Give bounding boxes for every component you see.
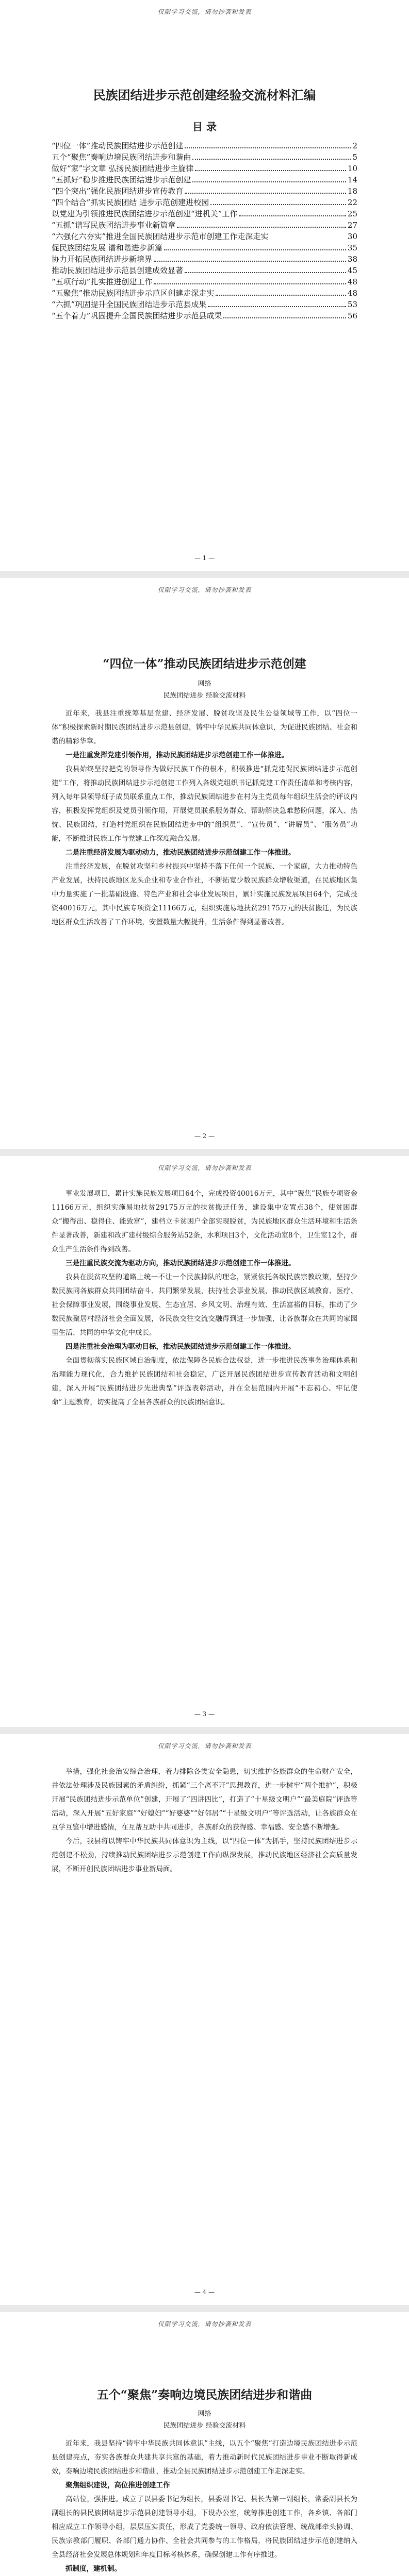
article-source: 网络 <box>198 2410 211 2418</box>
page-header: 仅限学习交流，请勿抄袭和发表 <box>157 586 252 594</box>
toc-item[interactable]: 推动民族团结进步示范县创建成效显著 45 <box>52 266 357 275</box>
toc-item[interactable]: “四位一体”推动民族团结进步示范创建 2 <box>52 141 357 150</box>
toc-item[interactable]: “四个结合”抓实民族团结 进步示范创建进校园 22 <box>52 198 357 207</box>
document-page <box>0 0 409 571</box>
toc-heading: 目 录 <box>192 121 217 133</box>
toc-item[interactable]: “五聚焦”推动民族团结进步示范区创建走深走实 48 <box>52 289 357 298</box>
toc-item[interactable]: 做好“家”字文章 弘扬民族团结进步主旋律 10 <box>52 164 357 173</box>
paragraph: 今后，我县将以铸牢中华民族共同体意识为主线，以“四位一体”为抓手，坚持民族团结进步示范创建不松劲，持续推动民族团结进步示范创建工作向纵深发展，推动民族地区经济社会高质量发展，不断开创民族团结进步事业新局面。 <box>52 1837 357 1873</box>
page-separator <box>0 2305 409 2312</box>
paragraph: 注重经济发展，在脱贫攻坚和乡村振兴中坚持不落下任何一个民族、一个家庭，大力推动特色产业发展，扶持民族地区龙头企业和专业合作社，不断拓宽少数民族群众增收渠道，在民族地区集中力量实施了一批基础设施、特色产业和社会事业发展项目，累计实施民族发展项目64个，完成投资40016万元，其中民族专项资金11166万元，组织实施易地扶贫29175万元的扶贫搬迁，为民族地区群众生活改善了工作环境，安置数量大幅提升，生活条件得到显著改善。 <box>52 862 357 926</box>
paragraph: 全面贯彻落实民族区域自治制度，依法保障各民族合法权益，进一步推进民族事务治理体系和治理能力现代化，合力维护民族团结和社会稳定，广泛开展民族团结进步宣传教育活动和文明创建，深入开展“民族团结进步先进典型”评选表彰活动，并在全县范围内开展“不忘初心、牢记使命”主题教育，切实提高了全县各族群众的民族团结意识。 <box>52 1357 357 1406</box>
page-separator <box>0 1149 409 1156</box>
section-heading: 一是注重发挥党建引领作用，推动民族团结进步示范创建工作一体推进。 <box>66 751 288 759</box>
article-source: 网络 <box>198 680 211 688</box>
toc-item[interactable]: “五项行动”扎实推进创建工作 48 <box>52 277 357 286</box>
section-heading: 四是注重社会治理为驱动目标，推动民族团结进步示范创建工作一体推进。 <box>66 1343 296 1351</box>
page-footer: — 1 — <box>194 554 215 562</box>
article-body <box>52 1187 357 1410</box>
document-page <box>0 1156 409 1727</box>
toc-item[interactable]: “五抓”谱写民族团结进步事业新篇章 27 <box>52 221 357 230</box>
page-separator <box>0 571 409 578</box>
document-page <box>0 2312 409 2576</box>
page-header: 仅限学习交流，请勿抄袭和发表 <box>157 1164 252 1172</box>
toc-item[interactable]: “六抓”巩固提升全国民族团结进步示范县成果 53 <box>52 300 357 309</box>
article-org-line: 民族团结进步 经验交流材料 <box>163 692 246 700</box>
toc-item[interactable]: 协力开拓民族团结进步新境界 38 <box>52 255 357 264</box>
toc-item[interactable]: “五个着力”巩固提升全国民族团结进步示范县成果 56 <box>52 311 357 320</box>
toc-item[interactable]: 五个“聚焦”奏响边境民族团结进步和谐曲 5 <box>52 152 357 162</box>
toc-item[interactable]: 以党建为引领推进民族团结进步示范创建“进机关”工作 25 <box>52 209 357 218</box>
paragraph: 近年来，我县注重统筹基层党建、经济发展、脱贫攻坚及民生公益领域等工作，以“四位一体”积极探索新时期民族团结进步示范县创建，铸牢中华民族共同体意识，为促进民族团结、社会和谐的精彩华章。 <box>52 709 357 745</box>
toc-item[interactable]: “四个突出”强化民族团结进步宣传教育 18 <box>52 187 357 196</box>
article-title: “四位一体”推动民族团结进步示范创建 <box>103 657 306 671</box>
document-page <box>0 1734 409 2305</box>
page-header: 仅限学习交流，请勿抄袭和发表 <box>157 2320 252 2328</box>
paragraph: 高站位，强推进。成立了以县委书记为组长，县委副书记、县长为第一副组长，常委副县长为副组长的县民族团结进步示范县创建领导小组，下设办公室，统筹推进创建工作，各乡镇、各部门相应成立工作领导小组，层层压实责任，形成了党委统一领导、政府依法管理、统战部牵头协调、民族宗教部门履职、各部门通力协作、全社会共同参与的工作格局，将民族团结进步示范创建纳入全县经济社会发展总体规划和年度目标考核体系，确保创建工作有序推进。 <box>52 2495 357 2559</box>
section-heading: 二是注重经济发展为驱动动力，推动民族团结进步示范创建工作一体推进。 <box>66 849 296 857</box>
toc-list <box>52 140 357 321</box>
paragraph: 我县始终坚持把党的领导作为做好民族工作的根本，积极推进“抓党建促民族团结进步示范创建”工作，将推动民族团结进步示范创建工作列入各级党组织书记抓党建工作责任清单和考核内容，列入每年县领导班子成员联系重点工作，推动民族团结进步在村为主党员每年组织生活会的评议内容，积极发挥党组织及党员引领作用，开展党员联系服务群众、帮助解决急难愁盼问题，深入、热忱、民族团结，打造村党组织在民族团结进步中的“组织员”、“宣传员”、“讲解员”、“服务员”功能，不断推进民族工作与党建工作深度融合发展。 <box>52 765 357 843</box>
toc-item[interactable]: 促民族团结发展 谱和谐进步新篇 35 <box>52 243 357 252</box>
toc-item[interactable]: “五抓好”稳步推进民族团结进步示范创建 14 <box>52 175 357 184</box>
article-title: 五个“聚焦”奏响边境民族团结进步和谐曲 <box>96 2388 313 2402</box>
page-separator <box>0 1727 409 1734</box>
page-footer: — 4 — <box>194 2289 215 2296</box>
page-footer: — 2 — <box>194 1132 215 1140</box>
toc-item[interactable]: “六强化六夯实”推进全国民族团结进步示范市创建工作走深走实 30 <box>52 232 357 241</box>
article-body <box>52 676 357 929</box>
article-org-line: 民族团结进步 经验交流材料 <box>163 2422 246 2430</box>
section-heading: 聚焦组织建设，高位推进创建工作 <box>66 2481 170 2489</box>
paragraph: 事业发展项目，累计实施民族发展项目64个，完成投资40016万元，其中“聚焦”民族专项资金11166万元，组织实施易地扶贫29175万元的扶贫搬迁任务，建设集中安置点38个，使贫困群众“搬得出、稳得住、能致富”，建档立卡贫困户全部实现脱贫，为民族地区群众生活环境和生活条件显著改善，新建和改扩建村级综合服务站52条，水利项目3个，文化活动室8个，卫生室12个，群众生产生活条件得到改善。 <box>52 1190 357 1253</box>
page-header: 仅限学习交流，请勿抄袭和发表 <box>157 1742 252 1750</box>
document-page <box>0 578 409 1149</box>
document-title: 民族团结进步示范创建经验交流材料汇编 <box>93 88 316 103</box>
page-header: 仅限学习交流，请勿抄袭和发表 <box>157 8 252 15</box>
article-body <box>52 1765 357 1876</box>
paragraph: 举措，强化社会治安综合治理，着力排除各类安全隐患，切实维护各族群众的生命财产安全，并依法处理涉及民族因素的矛盾纠纷，抓紧“三个离不开”思想教育，进一步树牢“两个维护”，积极开展“民族团结进步示范单位”创建，开展了“四讲四比”，打造了“十星级文明户”“最美庭院”评选等活动，深入开展“五好家庭”“好媳妇”“好婆婆”“好邻居”“十星级文明户”等评选活动，让各族群众在互学互鉴中增进感情，在互帮互助中共同进步，各族群众的获得感、幸福感、安全感不断增强。 <box>52 1768 357 1832</box>
section-heading: 三是注重民族交流为驱动方向，推动民族团结进步示范创建工作一体推进。 <box>66 1259 296 1267</box>
paragraph: 我县在脱贫攻坚的道路上统一不让一个民族掉队的理念，紧紧依托各级民族宗教政策，坚持少数民族同各族群众共同团结奋斗、共同繁荣发展，扶持社会事业发展，推动民族区域教育、医疗、社会保障事业发展，围绕事业发展、生态宜居、乡风文明、治理有效、生活富裕的目标，推动了少数民族聚居村经济社会全面发展，各民族交往交流交融得到进一步加强，让各族群众在共同的家园里生活、共同的中华文化中成长。 <box>52 1273 357 1337</box>
paragraph: 近年来，我县坚持“铸牢中华民族共同体意识”主线，以五个“聚焦”打造边境民族团结进步示范县创建亮点，夯实各族群众共建共享共富的基础，着力推动新时代民族团结进步事业不断取得新成效，奏响边境民族团结进步和谐曲，推动全县民族团结进步示范创建工作走深走实。 <box>52 2439 357 2476</box>
section-heading: 抓制度，建机制。 <box>66 2565 121 2573</box>
article-body <box>52 2406 357 2576</box>
page-footer: — 3 — <box>194 1710 215 1718</box>
